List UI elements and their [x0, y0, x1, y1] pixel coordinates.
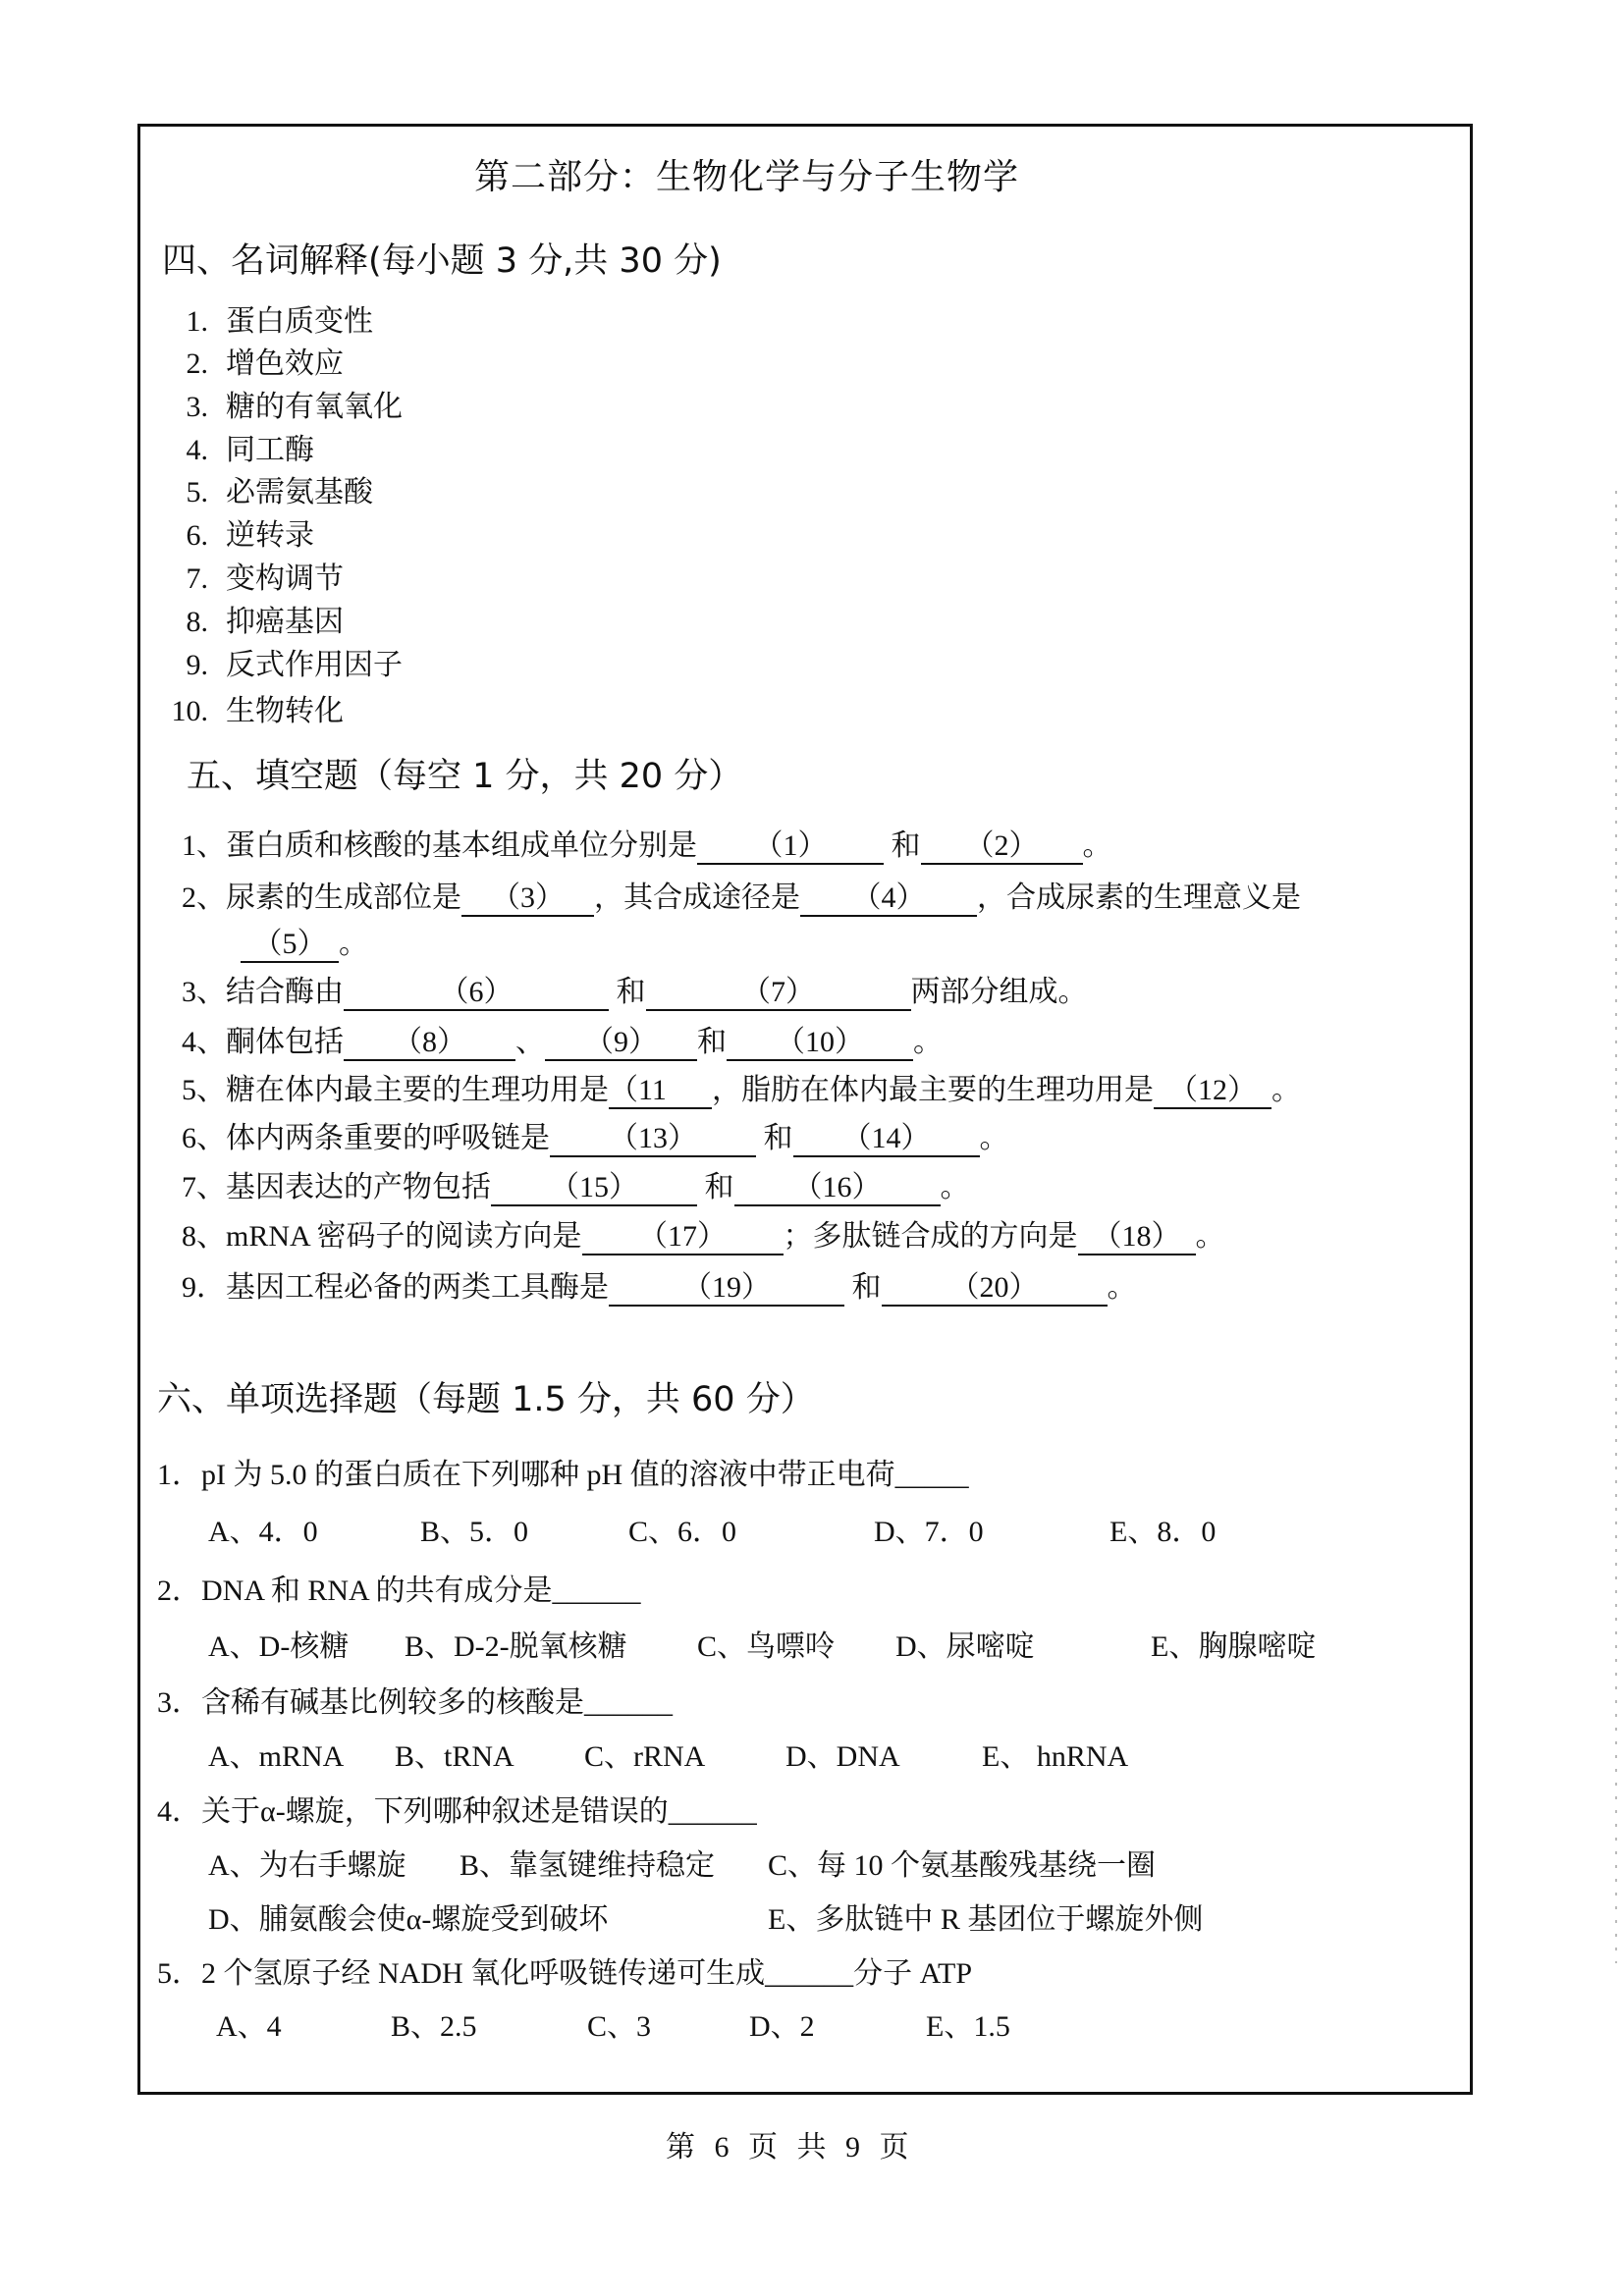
term-item: 9. 反式作用因子 — [186, 649, 403, 681]
answer-blank[interactable]: （2） — [921, 831, 1083, 865]
option-e: E、 hnRNA — [982, 1740, 1129, 1773]
term-item: 4. 同工酶 — [186, 434, 314, 466]
scan-edge-artifact — [1615, 491, 1617, 1963]
option-d: D、尿嘧啶 — [895, 1630, 1035, 1663]
answer-blank[interactable]: （16） — [734, 1173, 941, 1206]
option-b: B、5．0 — [420, 1516, 529, 1548]
fill-item-9: 9．基因工程必备的两类工具酶是 （19） 和 （20） 。 — [182, 1262, 1137, 1307]
answer-blank[interactable]: （18） — [1078, 1222, 1196, 1255]
fill-item-8: 8、mRNA 密码子的阅读方向是 （17） ；多肽链合成的方向是 （18） 。 — [182, 1211, 1225, 1255]
question-1-stem: 1．pI 为 5.0 的蛋白质在下列哪种 pH 值的溶液中带正电荷_____ — [157, 1459, 969, 1491]
answer-blank[interactable]: （17） — [582, 1222, 784, 1255]
answer-blank[interactable]: （13） — [550, 1124, 756, 1157]
option-c: C、3 — [587, 2010, 652, 2043]
section4-heading: 四、名词解释(每小题 3 分,共 30 分) — [162, 241, 722, 281]
answer-blank[interactable]: （12） — [1154, 1076, 1271, 1109]
term-item: 10. 生物转化 — [171, 695, 344, 727]
fill-item-2: 2、尿素的生成部位是 （3） ，其合成途径是 （4） ，合成尿素的生理意义是 — [182, 873, 1301, 917]
option-a: A、mRNA — [208, 1740, 345, 1773]
term-item: 7. 变构调节 — [186, 562, 344, 595]
answer-blank[interactable]: （3） — [461, 883, 594, 917]
answer-blank[interactable]: （9） — [545, 1028, 697, 1061]
option-b: B、tRNA — [395, 1740, 514, 1773]
section6-heading: 六、单项选择题（每题 1.5 分，共 60 分） — [157, 1380, 815, 1419]
answer-blank[interactable]: _____ — [894, 1459, 969, 1491]
option-c: C、rRNA — [584, 1740, 706, 1773]
option-a: A、4．0 — [208, 1516, 318, 1548]
option-b: B、2.5 — [391, 2010, 477, 2043]
option-d: D、2 — [749, 2010, 815, 2043]
question-4-stem: 4．关于α-螺旋，下列哪种叙述是错误的______ — [157, 1795, 757, 1828]
question-5-stem: 5．2 个氢原子经 NADH 氧化呼吸链传递可生成______分子 ATP — [157, 1957, 973, 1990]
option-e: E、1.5 — [926, 2010, 1010, 2043]
section5-heading: 五、填空题（每空 1 分，共 20 分） — [187, 757, 743, 796]
term-item: 2. 增色效应 — [186, 347, 344, 380]
answer-blank[interactable]: （20） — [882, 1273, 1108, 1307]
option-c: C、每 10 个氨基酸残基绕一圈 — [768, 1849, 1157, 1882]
fill-item-6: 6、体内两条重要的呼吸链是 （13） 和 （14） 。 — [182, 1113, 1009, 1157]
answer-blank[interactable]: ______ — [552, 1575, 641, 1607]
fill-item-7: 7、基因表达的产物包括 （15） 和 （16） 。 — [182, 1162, 970, 1206]
answer-blank[interactable]: （5） — [241, 930, 339, 963]
option-a: A、D-核糖 — [208, 1630, 350, 1663]
term-item: 6. 逆转录 — [186, 519, 314, 552]
option-c: C、6．0 — [628, 1516, 737, 1548]
answer-blank[interactable]: （19） — [609, 1273, 844, 1307]
question-3-stem: 3．含稀有碱基比例较多的核酸是______ — [157, 1686, 673, 1719]
option-a: A、4 — [216, 2010, 282, 2043]
term-item: 1. 蛋白质变性 — [186, 305, 373, 338]
term-item: 8. 抑癌基因 — [186, 606, 344, 638]
fill-item-4: 4、酮体包括 （8） 、 （9） 和 （10） 。 — [182, 1017, 943, 1061]
fill-item-1: 1、蛋白质和核酸的基本组成单位分别是 （1） 和 （2） 。 — [182, 821, 1112, 865]
option-e: E、胸腺嘧啶 — [1151, 1630, 1317, 1663]
fill-item-5: 5、糖在体内最主要的生理功用是（11 ，脂肪在体内最主要的生理功用是 （12） 。 — [182, 1065, 1301, 1109]
option-b: B、D-2-脱氧核糖 — [405, 1630, 627, 1663]
page-indicator: 第 6 页 共 9 页 — [666, 2131, 915, 2163]
answer-blank[interactable]: （7） — [646, 978, 911, 1011]
answer-blank[interactable]: （6） — [344, 978, 609, 1011]
answer-blank[interactable]: ______ — [765, 1957, 854, 1990]
question-2-stem: 2．DNA 和 RNA 的共有成分是______ — [157, 1575, 641, 1607]
option-d: D、DNA — [785, 1740, 900, 1773]
answer-blank[interactable]: （14） — [793, 1124, 980, 1157]
option-d: D、脯氨酸会使α-螺旋受到破坏 — [208, 1903, 609, 1936]
term-item: 3. 糖的有氧氧化 — [186, 391, 403, 423]
answer-blank[interactable]: （8） — [344, 1028, 515, 1061]
option-b: B、靠氢键维持稳定 — [460, 1849, 716, 1882]
answer-blank[interactable]: ______ — [584, 1686, 673, 1719]
answer-blank[interactable]: （10） — [727, 1028, 913, 1061]
answer-blank[interactable]: （15） — [491, 1173, 697, 1206]
fill-item-3: 3、结合酶由 （6） 和 （7） 两部分组成。 — [182, 967, 1088, 1011]
page-title: 第二部分：生物化学与分子生物学 — [474, 157, 1020, 197]
option-d: D、7．0 — [874, 1516, 984, 1548]
option-e: E、多肽链中 R 基团位于螺旋外侧 — [768, 1903, 1204, 1936]
option-c: C、鸟嘌呤 — [697, 1630, 836, 1663]
answer-blank[interactable]: （11 — [609, 1076, 712, 1109]
option-e: E、8．0 — [1109, 1516, 1217, 1548]
answer-blank[interactable]: ______ — [668, 1795, 757, 1828]
fill-item-2-cont: （5） 。 — [241, 919, 368, 963]
answer-blank[interactable]: （1） — [697, 831, 884, 865]
option-a: A、为右手螺旋 — [208, 1849, 406, 1882]
term-item: 5. 必需氨基酸 — [186, 476, 373, 508]
answer-blank[interactable]: （4） — [800, 883, 977, 917]
